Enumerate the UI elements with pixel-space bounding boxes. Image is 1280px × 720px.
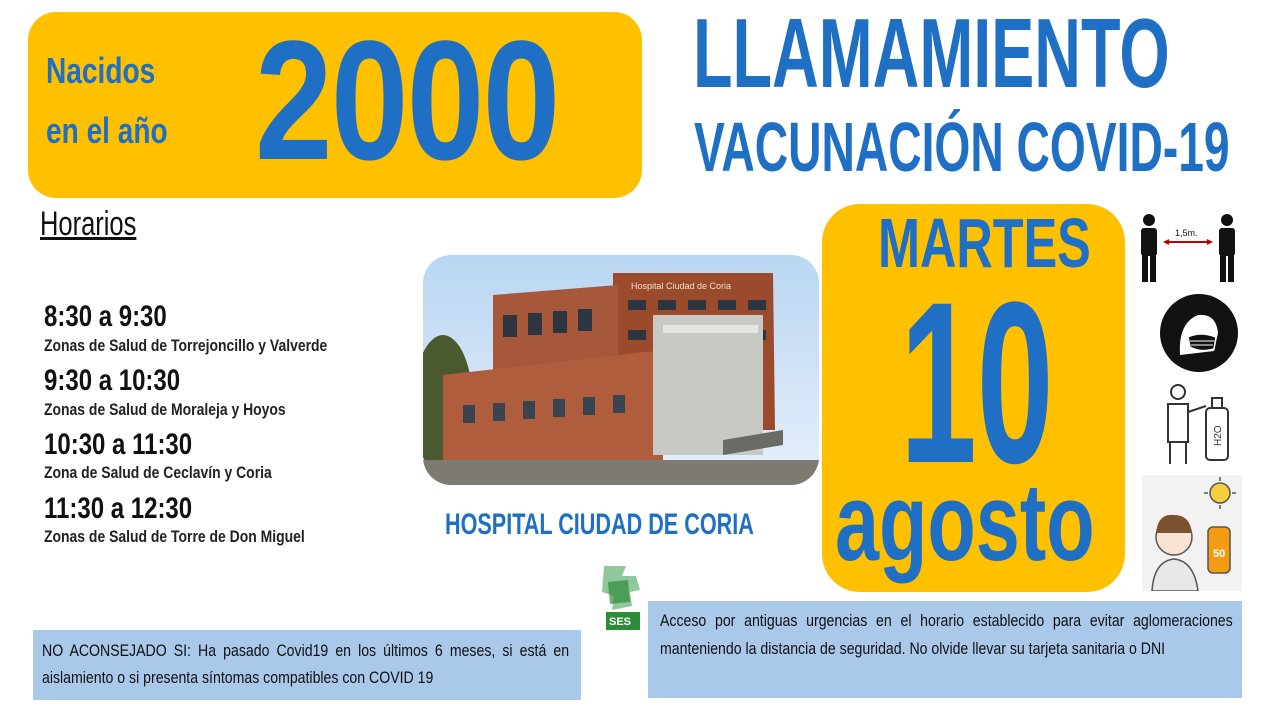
schedule-title: Horarios bbox=[40, 205, 137, 243]
warning-note-text: NO ACONSEJADO SI: Ha pasado Covid19 en los últimos 6 meses, si está en aislamiento o si presenta síntomas compatibles con COVID 19 bbox=[42, 641, 570, 687]
date-month: agosto bbox=[835, 461, 1095, 584]
slot-zone: Zonas de Salud de Moraleja y Hoyos bbox=[44, 400, 286, 419]
access-note-text: Acceso por antiguas urgencias en el horario establecido para evitar aglomeraciones manteniendo la distancia de seguridad. No olvide llevar su tarjeta sanitaria o DNI bbox=[660, 611, 1233, 658]
hospital-building-illustration bbox=[423, 255, 819, 485]
slot-zone: Zonas de Salud de Torrejoncillo y Valverde bbox=[44, 336, 328, 355]
born-label-line1: Nacidos bbox=[46, 50, 156, 91]
sunscreen-icon bbox=[1142, 475, 1242, 591]
slot-zone: Zonas de Salud de Torre de Don Miguel bbox=[44, 527, 305, 546]
slot-time: 11:30 a 12:30 bbox=[44, 492, 193, 525]
born-label-line2: en el año bbox=[46, 110, 168, 151]
date-weekday: MARTES bbox=[878, 204, 1091, 282]
slot-zone: Zona de Salud de Ceclavín y Coria bbox=[44, 463, 272, 482]
sanitizer-label: H2O bbox=[1213, 425, 1224, 446]
slot-time: 9:30 a 10:30 bbox=[44, 364, 181, 397]
birth-year: 2000 bbox=[255, 6, 559, 196]
slot-time: 10:30 a 11:30 bbox=[44, 428, 193, 461]
face-mask-icon bbox=[1158, 293, 1240, 373]
hospital-caption: HOSPITAL CIUDAD DE CORIA bbox=[445, 508, 754, 541]
hospital-sign: Hospital Ciudad de Coria bbox=[631, 281, 732, 291]
ses-logo bbox=[596, 562, 648, 632]
headline-subtitle: VACUNACIÓN COVID-19 bbox=[694, 108, 1230, 186]
social-distance-icon bbox=[1135, 210, 1243, 286]
headline-title: LLAMAMIENTO bbox=[693, 0, 1170, 108]
hospital-photo bbox=[423, 255, 819, 485]
hand-sanitizer-icon bbox=[1158, 382, 1240, 466]
ses-logo-text: SES bbox=[609, 616, 632, 628]
sunscreen-label: 50 bbox=[1213, 548, 1226, 560]
date-day: 10 bbox=[900, 254, 1054, 511]
distance-label: 1,5m. bbox=[1175, 228, 1198, 238]
slot-time: 8:30 a 9:30 bbox=[44, 300, 167, 333]
